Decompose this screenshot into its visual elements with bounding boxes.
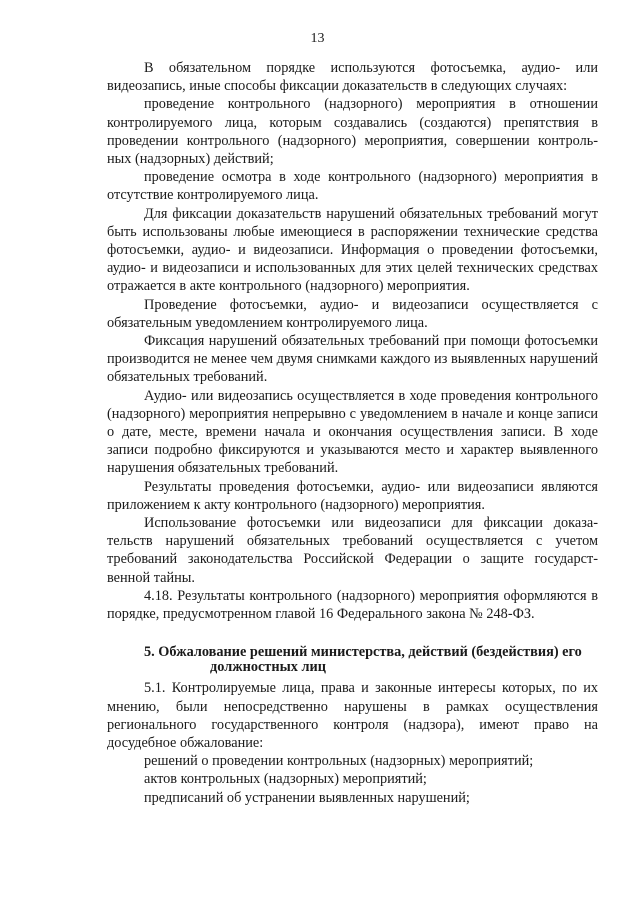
paragraph: проведение контрольного (надзорного) мероприятия в отношении контролируемого лица, которым создавались (создаются) препятствия в проведении контрольного (надзорного) мероприятия, совершении контроль-ных (надзорных) действий; [107, 96, 598, 168]
document-body [107, 59, 598, 807]
paragraph: проведение осмотра в ходе контрольного (надзорного) мероприятия в отсутствие контролируемого лица. [107, 169, 598, 204]
list-item: предписаний об устранении выявленных нарушений; [144, 789, 470, 806]
paragraph: Для фиксации доказательств нарушений обязательных требований могут быть использованы любые имеющиеся в распоряжении технические средства фотосъемки, аудио- и видеозаписи. Информация о проведении фотосъемки, аудио- и видеозаписи и использованных для этих целей технических средствах отражается в акте контрольного (надзорного) мероприятия. [107, 205, 598, 295]
paragraph: Фиксация нарушений обязательных требований при помощи фотосъемки производится не менее чем двумя снимками каждого из выявленных нарушений обязательных требований. [107, 333, 598, 386]
paragraph: 4.18. Результаты контрольного (надзорного) мероприятия оформляются в порядке, предусмотренном главой 16 Федерального закона № 248-ФЗ. [107, 587, 598, 623]
section-intro: 5.1. Контролируемые лица, права и законные интересы которых, по их мнению, были непосредственно нарушены в рамках осуществления регионального государственного контроля (надзора), имеют право на досудебное обжалование: [107, 680, 598, 751]
paragraph: Результаты проведения фотосъемки, аудио- или видеозаписи являются приложением к акту контрольного (надзорного) мероприятия. [107, 478, 598, 513]
paragraph: Аудио- или видеозапись осуществляется в ходе проведения контрольного (надзорного) мероприятия непрерывно с уведомлением в начале и конце записи о дате, месте, времени начала и окончания осуществления записи. В ходе записи подробно фиксируются и указываются место и характер выявленного нарушения обязательных требований. [107, 387, 598, 477]
list-item: решений о проведении контрольных (надзорных) мероприятий; [144, 753, 534, 770]
section-heading-line: 5. Обжалование решений министерства, действий (бездействия) его [144, 644, 582, 661]
list-item: актов контрольных (надзорных) мероприятий; [144, 771, 427, 788]
section-heading-line: должностных лиц [210, 659, 326, 676]
paragraph: Проведение фотосъемки, аудио- и видеозаписи осуществляется с обязательным уведомлением контролируемого лица. [107, 296, 598, 331]
page-number: 13 [310, 31, 325, 46]
section-heading [107, 645, 598, 675]
paragraph: Использование фотосъемки или видеозаписи для фиксации доказа-тельств нарушений обязательных требований осуществляется с учетом требований законодательства Российской Федерации о защите государст-венной тайны. [107, 515, 598, 586]
paragraph: В обязательном порядке используются фотосъемка, аудио- или видеозапись, иные способы фиксации доказательств в следующих случаях: [107, 60, 598, 95]
